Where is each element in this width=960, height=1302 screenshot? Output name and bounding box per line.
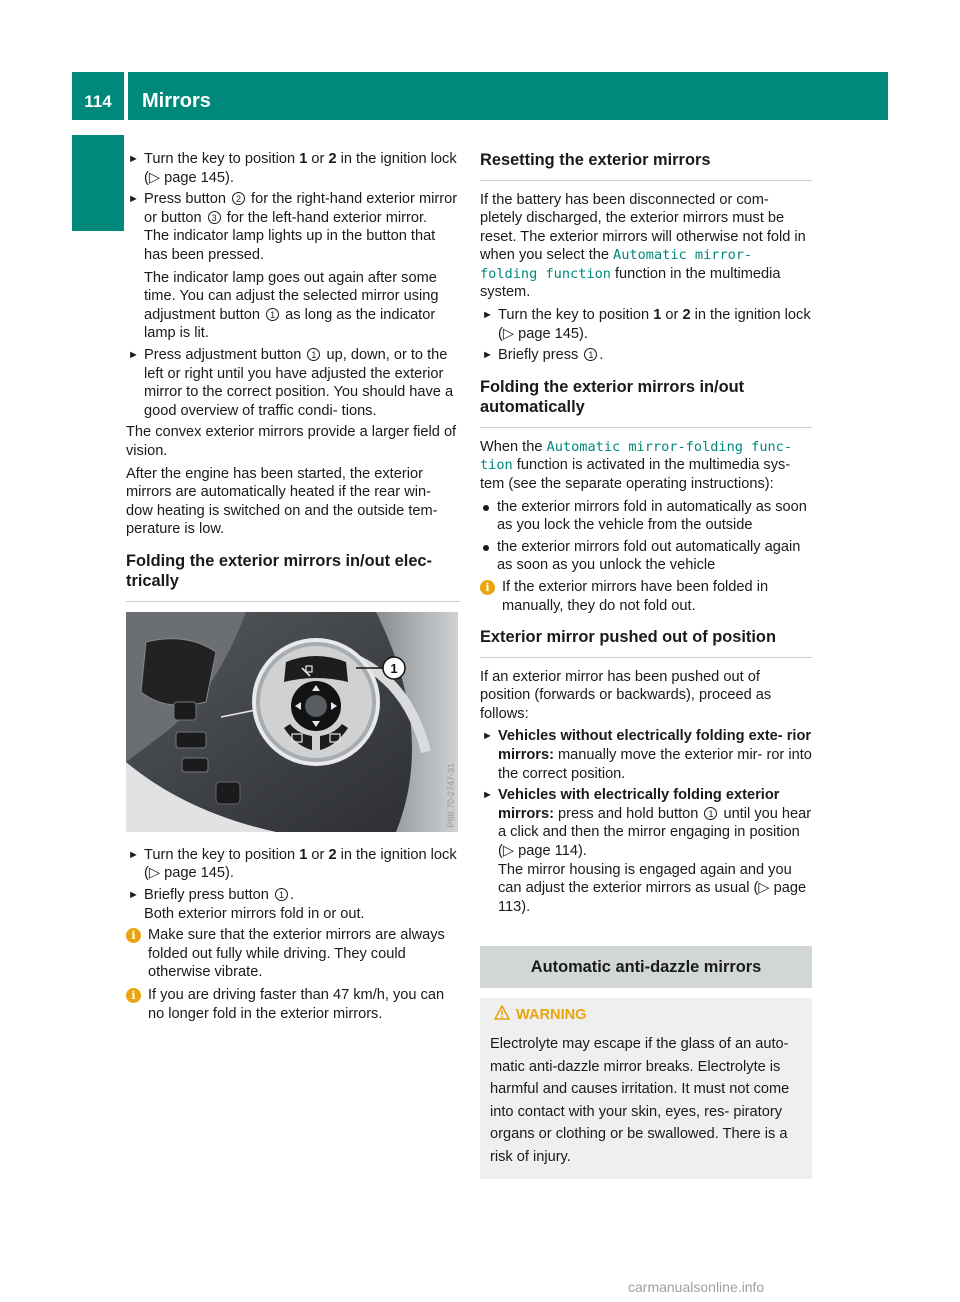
- page-ref-link[interactable]: page 113).: [498, 880, 807, 915]
- warning-text: Electrolyte may escape if the glass of an auto- matic anti-dazzle mirror breaks. Electrolyte is harmful and causes irritation. It must not come into contact with your skin, eyes, res- piratory organs or clothing or be swallowed. There is a risk of injury.: [490, 1036, 790, 1165]
- bullet-icon: [483, 505, 489, 511]
- info-icon: i: [126, 928, 141, 943]
- heading: Exterior mirror pushed out of position: [480, 627, 812, 658]
- page-ref-link[interactable]: page 145).: [160, 865, 234, 882]
- paragraph: The convex exterior mirrors provide a larger field of vision.: [126, 424, 457, 459]
- callout-number: 2: [232, 192, 245, 205]
- box-heading: Automatic anti-dazzle mirrors: [480, 946, 812, 988]
- figure-code: P88.70-2747-31: [446, 763, 456, 828]
- callout-number: 1: [584, 348, 597, 361]
- paragraph: When the Automatic mirror-folding func- tion function is activated in the multimedia sys- tem (see the separate operating instructions):: [480, 438, 793, 493]
- callout-number: 1: [275, 888, 288, 901]
- right-column: [480, 150, 812, 1179]
- step: ► Turn the key to position 1 or 2 in the ignition lock (▷ page 145).: [128, 151, 457, 186]
- step: ► Press button 2 for the right-hand exterior mirror or button 3 for the left-hand exterior mirror. The indicator lamp lights up in the button that has been pressed. The indicator lamp goes out again after some time. You can adjust the selected mirror using adjustment button 1 as long as the indicator lamp is lit.: [128, 191, 458, 342]
- warning-triangle-icon: [494, 1005, 510, 1021]
- paragraph: After the engine has been started, the exterior mirrors are automatically heated if the rear win- dow heating is switched on and the outside tem- perature is low.: [126, 465, 438, 538]
- info-note: i Make sure that the exterior mirrors are always folded out fully while driving. They could otherwise vibrate.: [126, 926, 460, 982]
- info-note: i If you are driving faster than 47 km/h, you can no longer fold in the exterior mirrors.: [126, 986, 460, 1023]
- page-number: 114: [84, 92, 112, 111]
- page-ref-icon: ▷: [502, 843, 515, 860]
- heading: Folding the exterior mirrors in/out automatically: [480, 377, 812, 428]
- page-ref-link[interactable]: page 145).: [160, 169, 234, 186]
- page-ref-link[interactable]: page 145).: [514, 325, 588, 342]
- step-arrow-icon: ►: [482, 789, 493, 802]
- step-arrow-icon: ►: [482, 349, 493, 362]
- page-ref-icon: ▷: [148, 169, 161, 186]
- warning-box: [480, 998, 812, 1178]
- list-item: the exterior mirrors fold in automatically as soon as you lock the vehicle from the outside: [480, 498, 812, 535]
- mirror-control-figure: [126, 612, 458, 832]
- page-ref-icon: ▷: [148, 865, 161, 882]
- list-item: the exterior mirrors fold out automatically again as soon as you unlock the vehicle: [480, 538, 812, 575]
- step: ► Press adjustment button 1 up, down, or to the left or right until you have adjusted the exterior mirror to the correct position. You should have a good overview of traffic condi- tions.: [128, 346, 454, 419]
- step-arrow-icon: ►: [128, 848, 139, 861]
- callout-number: 1: [704, 807, 717, 820]
- warning-title: WARNING: [490, 1006, 802, 1025]
- step-arrow-icon: ►: [128, 348, 139, 361]
- step-arrow-icon: ►: [128, 193, 139, 206]
- section-title: Mirrors: [142, 90, 211, 112]
- callout-number: 1: [266, 308, 279, 321]
- heading: Folding the exterior mirrors in/out elec- trically: [126, 551, 460, 602]
- mirror-control-illustration: [126, 612, 458, 832]
- menu-function-name: Automatic mirror- folding function: [480, 247, 753, 282]
- page-ref-link[interactable]: page 114).: [514, 843, 587, 860]
- left-column: [126, 150, 460, 1027]
- paragraph: If an exterior mirror has been pushed out of position (forwards or backwards), proceed as follows:: [480, 668, 772, 722]
- side-tab-label: Seats, steering wheel and mirrors: [88, 473, 110, 794]
- bullet-icon: [483, 545, 489, 551]
- step: ► Turn the key to position 1 or 2 in the ignition lock (▷ page 145).: [128, 846, 457, 882]
- watermark: carmanualsonline.info: [628, 1279, 765, 1295]
- step: ► Turn the key to position 1 or 2 in the ignition lock (▷ page 145).: [482, 307, 811, 342]
- info-icon: i: [126, 988, 141, 1003]
- step: ► Vehicles without electrically folding exte- rior mirrors: manually move the exterior mir- ror into the correct position.: [482, 728, 812, 782]
- header-divider: [124, 72, 128, 120]
- step-arrow-icon: ►: [482, 309, 493, 322]
- heading: Resetting the exterior mirrors: [480, 150, 812, 181]
- step-arrow-icon: ►: [128, 153, 139, 165]
- page-ref-icon: ▷: [758, 880, 770, 897]
- step-arrow-icon: ►: [482, 730, 493, 743]
- step: ► Briefly press button 1 . Both exterior mirrors fold in or out.: [128, 887, 365, 922]
- figure-callout: 1: [390, 660, 398, 676]
- callout-number: 1: [307, 348, 320, 361]
- info-icon: i: [480, 580, 495, 595]
- step: ► Vehicles with electrically folding exterior mirrors: press and hold button 1 until you hear a click and then the mirror engaging in position (▷ page 114). The mirror housing is engaged again and you can adjust the exterior mirrors as usual (▷ page 113).: [482, 787, 812, 915]
- step: ► Briefly press 1 .: [482, 347, 604, 364]
- info-note: i If the exterior mirrors have been folded in manually, they do not fold out.: [480, 578, 812, 615]
- callout-number: 3: [208, 211, 221, 224]
- page-ref-icon: ▷: [502, 325, 515, 342]
- step-arrow-icon: ►: [128, 889, 139, 902]
- menu-function-name: Automatic mirror-folding func- tion: [480, 438, 793, 474]
- paragraph: If the battery has been disconnected or com- pletely discharged, the exterior mirrors must be reset. The exterior mirrors will otherwise not fold in when you select the Automatic mirror- folding function function in the multimedia system.: [480, 191, 806, 301]
